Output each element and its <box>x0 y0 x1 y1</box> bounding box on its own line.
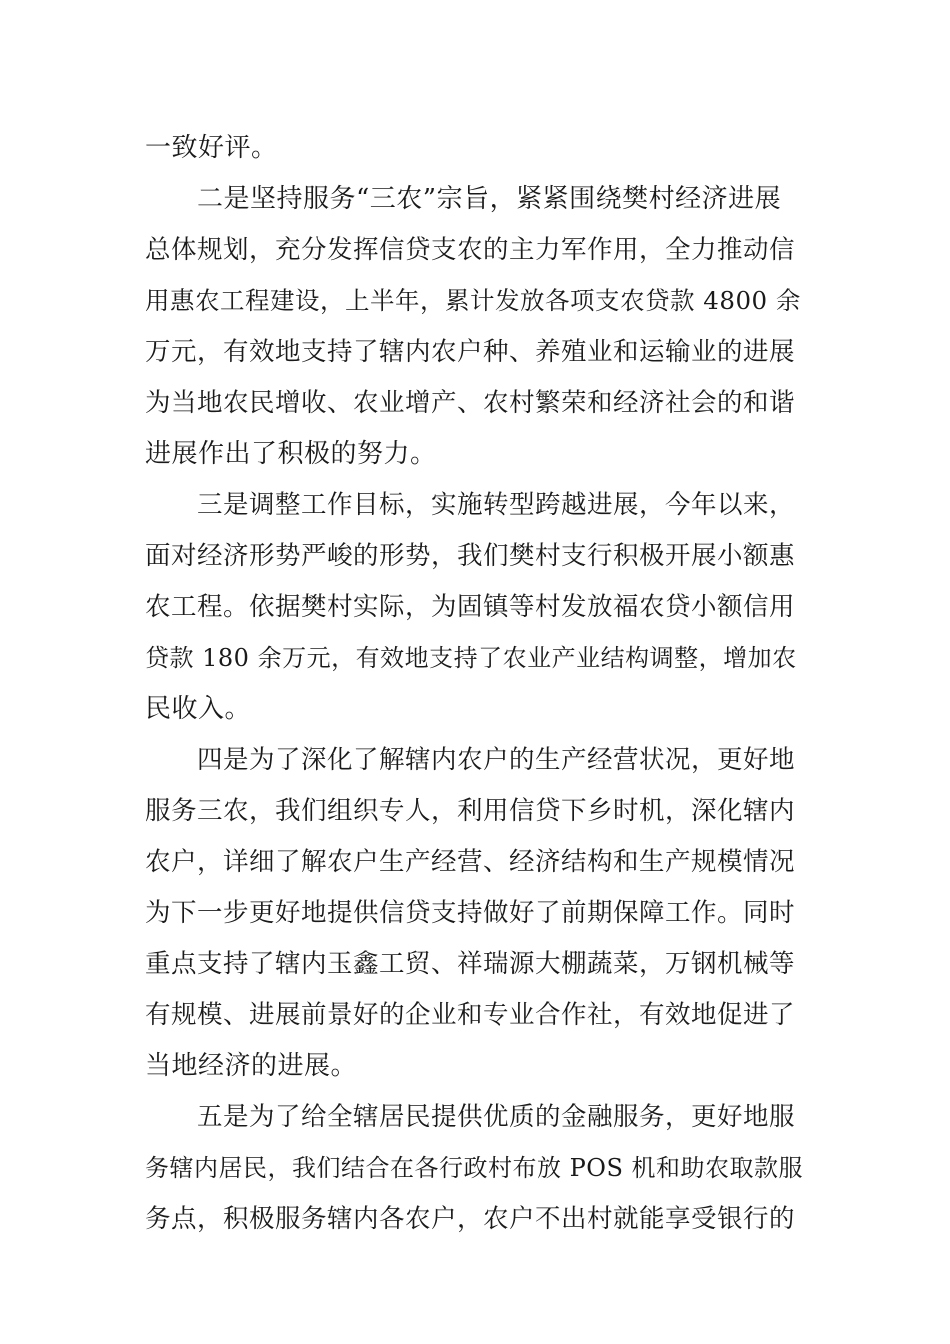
text-line: 务点，积极服务辖内各农户，农户不出村就能享受银行的 <box>145 1204 796 1234</box>
text-line: 万元，有效地支持了辖内农户种、养殖业和运输业的进展 <box>145 337 796 367</box>
text-line: 贷款 180 余万元，有效地支持了农业产业结构调整，增加农 <box>145 644 797 672</box>
text-line: 民收入。 <box>145 694 252 724</box>
text-line: 一致好评。 <box>145 133 278 163</box>
text-line: 用惠农工程建设，上半年，累计发放各项支农贷款 4800 余 <box>145 286 801 315</box>
text-line: 有规模、进展前景好的企业和专业合作社，有效地促进了 <box>145 1000 796 1030</box>
text-line: 进展作出了积极的努力。 <box>145 439 437 469</box>
text-line: 当地经济的进展。 <box>145 1051 358 1081</box>
text-line: 务辖内居民，我们结合在各行政村布放 POS 机和助农取款服 <box>145 1154 804 1182</box>
text-line: 面对经济形势严峻的形势，我们樊村支行积极开展小额惠 <box>145 541 796 571</box>
text-line: 为下一步更好地提供信贷支持做好了前期保障工作。同时 <box>145 898 796 928</box>
text-line: 服务三农，我们组织专人，利用信贷下乡时机，深化辖内 <box>145 796 796 826</box>
text-line: 为当地农民增收、农业增产、农村繁荣和经济社会的和谐 <box>145 388 796 418</box>
paragraph-start-line: 三是调整工作目标，实施转型跨越进展，今年以来， <box>197 490 796 520</box>
text-line: 农工程。依据樊村实际，为固镇等村发放福农贷小额信用 <box>145 592 796 622</box>
paragraph-start-line: 四是为了深化了解辖内农户的生产经营状况，更好地 <box>197 745 796 775</box>
paragraph-start-line: 二是坚持服务“三农”宗旨，紧紧围绕樊村经济进展 <box>197 184 782 214</box>
text-line: 总体规划，充分发挥信贷支农的主力军作用，全力推动信 <box>145 235 796 265</box>
paragraph-start-line: 五是为了给全辖居民提供优质的金融服务，更好地服 <box>197 1102 796 1132</box>
text-line: 重点支持了辖内玉鑫工贸、祥瑞源大棚蔬菜，万钢机械等 <box>145 949 796 979</box>
text-line: 农户，详细了解农户生产经营、经济结构和生产规模情况 <box>145 847 796 877</box>
